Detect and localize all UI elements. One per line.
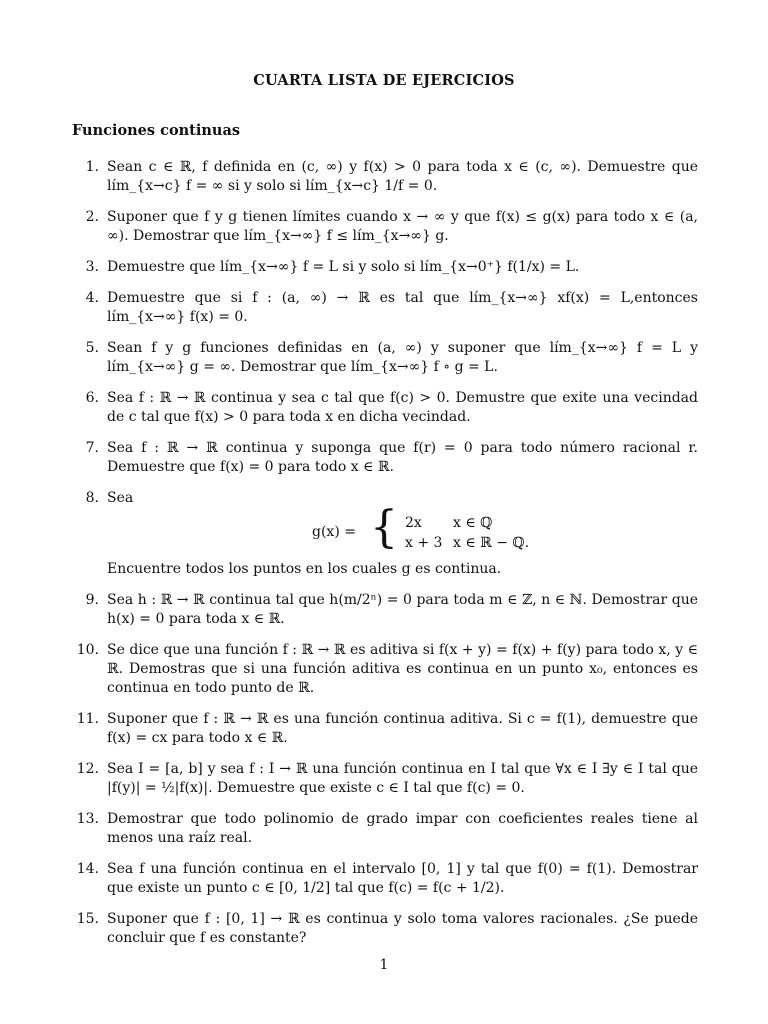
section-title: Funciones continuas — [72, 122, 241, 139]
exercise-item — [72, 439, 698, 477]
exercise-number: 12. — [76, 761, 99, 777]
exercise-number: 11. — [76, 711, 99, 727]
case-condition: x ∈ ℝ − ℚ. — [453, 535, 530, 551]
exercise-text: Demuestre que lím_{x→∞} f = L si y solo si lím_{x→0⁺} f(1/x) = L. — [107, 259, 580, 275]
exercise-item — [72, 158, 698, 196]
exercise-text: Demostrar que todo polinomio de grado impar con coeficientes reales tiene al menos una raíz real. — [107, 811, 698, 846]
exercise-item — [72, 208, 698, 246]
exercise-item — [72, 489, 698, 579]
exercise-text: Suponer que f : ℝ → ℝ es una función continua aditiva. Si c = f(1), demuestre que f(x) = cx para todo x ∈ ℝ. — [107, 711, 698, 746]
page-number: 1 — [379, 957, 389, 973]
exercise-item — [72, 389, 698, 427]
piecewise-definition — [107, 502, 698, 553]
case-row — [405, 534, 529, 553]
exercise-text: Suponer que f y g tienen límites cuando x → ∞ y que f(x) ≤ g(x) para todo x ∈ (a, ∞). Demostrar que lím_{x→∞} f ≤ lím_{x→∞} g. — [107, 209, 698, 244]
exercise-text: Encuentre todos los puntos en los cuales g es continua. — [107, 561, 502, 577]
exercise-number: 14. — [76, 861, 99, 877]
function-lhs: g(x) = — [312, 524, 356, 540]
exercise-text: Demuestre que si f : (a, ∞) → ℝ es tal que lím_{x→∞} xf(x) = L,entonces lím_{x→∞} f(x) = 0. — [107, 290, 698, 325]
exercise-item — [72, 289, 698, 327]
page-title: CUARTA LISTA DE EJERCICIOS — [253, 72, 515, 89]
exercise-text: Se dice que una función f : ℝ → ℝ es aditiva si f(x + y) = f(x) + f(y) para todo x, y ∈ ℝ. Demostras que si una función aditiva es continua en un punto x₀, entonces es continua en todo punto de ℝ. — [107, 642, 698, 696]
exercise-number: 10. — [76, 642, 99, 658]
exercise-text: Sea h : ℝ → ℝ continua tal que h(m/2ⁿ) = 0 para toda m ∈ ℤ, n ∈ ℕ. Demostrar que h(x) = 0 para toda x ∈ ℝ. — [107, 592, 698, 627]
exercise-number: 1. — [85, 159, 99, 175]
exercise-text: Suponer que f : [0, 1] → ℝ es continua y solo toma valores racionales. ¿Se puede concluir que f es constante? — [107, 911, 698, 946]
exercise-text: Sea f una función continua en el intervalo [0, 1] y tal que f(0) = f(1). Demostrar que existe un punto c ∈ [0, 1/2] tal que f(c) = f(c + 1/2). — [107, 861, 698, 896]
exercise-item — [72, 810, 698, 848]
exercise-number: 4. — [85, 290, 99, 306]
exercise-number: 7. — [85, 440, 99, 456]
exercise-item — [72, 910, 698, 948]
left-brace: { — [370, 502, 398, 553]
exercise-number: 5. — [85, 340, 99, 356]
exercise-number: 15. — [76, 911, 99, 927]
exercise-number: 2. — [85, 209, 99, 225]
exercise-number: 9. — [85, 592, 99, 608]
case-value: 2x — [405, 515, 422, 531]
exercise-item — [72, 591, 698, 629]
exercise-text: Sea f : ℝ → ℝ continua y sea c tal que f(c) > 0. Demustre que exite una vecindad de c tal que f(x) > 0 para toda x en dicha vecindad. — [107, 390, 698, 425]
exercise-text: Sean f y g funciones definidas en (a, ∞) y suponer que lím_{x→∞} f = L y lím_{x→∞} g = ∞. Demostrar que lím_{x→∞} f ∘ g = L. — [107, 340, 698, 375]
exercise-text: Sea — [107, 490, 134, 506]
exercise-number: 3. — [85, 259, 99, 275]
exercise-item — [72, 760, 698, 798]
exercise-number: 6. — [85, 390, 99, 406]
exercise-item — [72, 641, 698, 698]
exercise-text: Sea I = [a, b] y sea f : I → ℝ una función continua en I tal que ∀x ∈ I ∃y ∈ I tal que |f(y)| = ½|f(x)|. Demuestre que existe c ∈ I tal que f(c) = 0. — [107, 761, 698, 796]
exercise-text: Sea f : ℝ → ℝ continua y suponga que f(r) = 0 para todo número racional r. Demuestre que f(x) = 0 para todo x ∈ ℝ. — [107, 440, 698, 475]
case-condition: x ∈ ℚ — [453, 515, 493, 531]
case-row — [405, 514, 492, 533]
exercise-list — [72, 158, 698, 960]
exercise-item — [72, 710, 698, 748]
exercise-text: Sean c ∈ ℝ, f definida en (c, ∞) y f(x) > 0 para toda x ∈ (c, ∞). Demuestre que lím_{x→c} f = ∞ si y solo si lím_{x→c} 1/f = 0. — [107, 159, 698, 194]
exercise-number: 8. — [85, 490, 99, 506]
exercise-number: 13. — [76, 811, 99, 827]
case-value: x + 3 — [405, 535, 443, 551]
exercise-item — [72, 339, 698, 377]
exercise-item — [72, 860, 698, 898]
exercise-item — [72, 258, 698, 277]
